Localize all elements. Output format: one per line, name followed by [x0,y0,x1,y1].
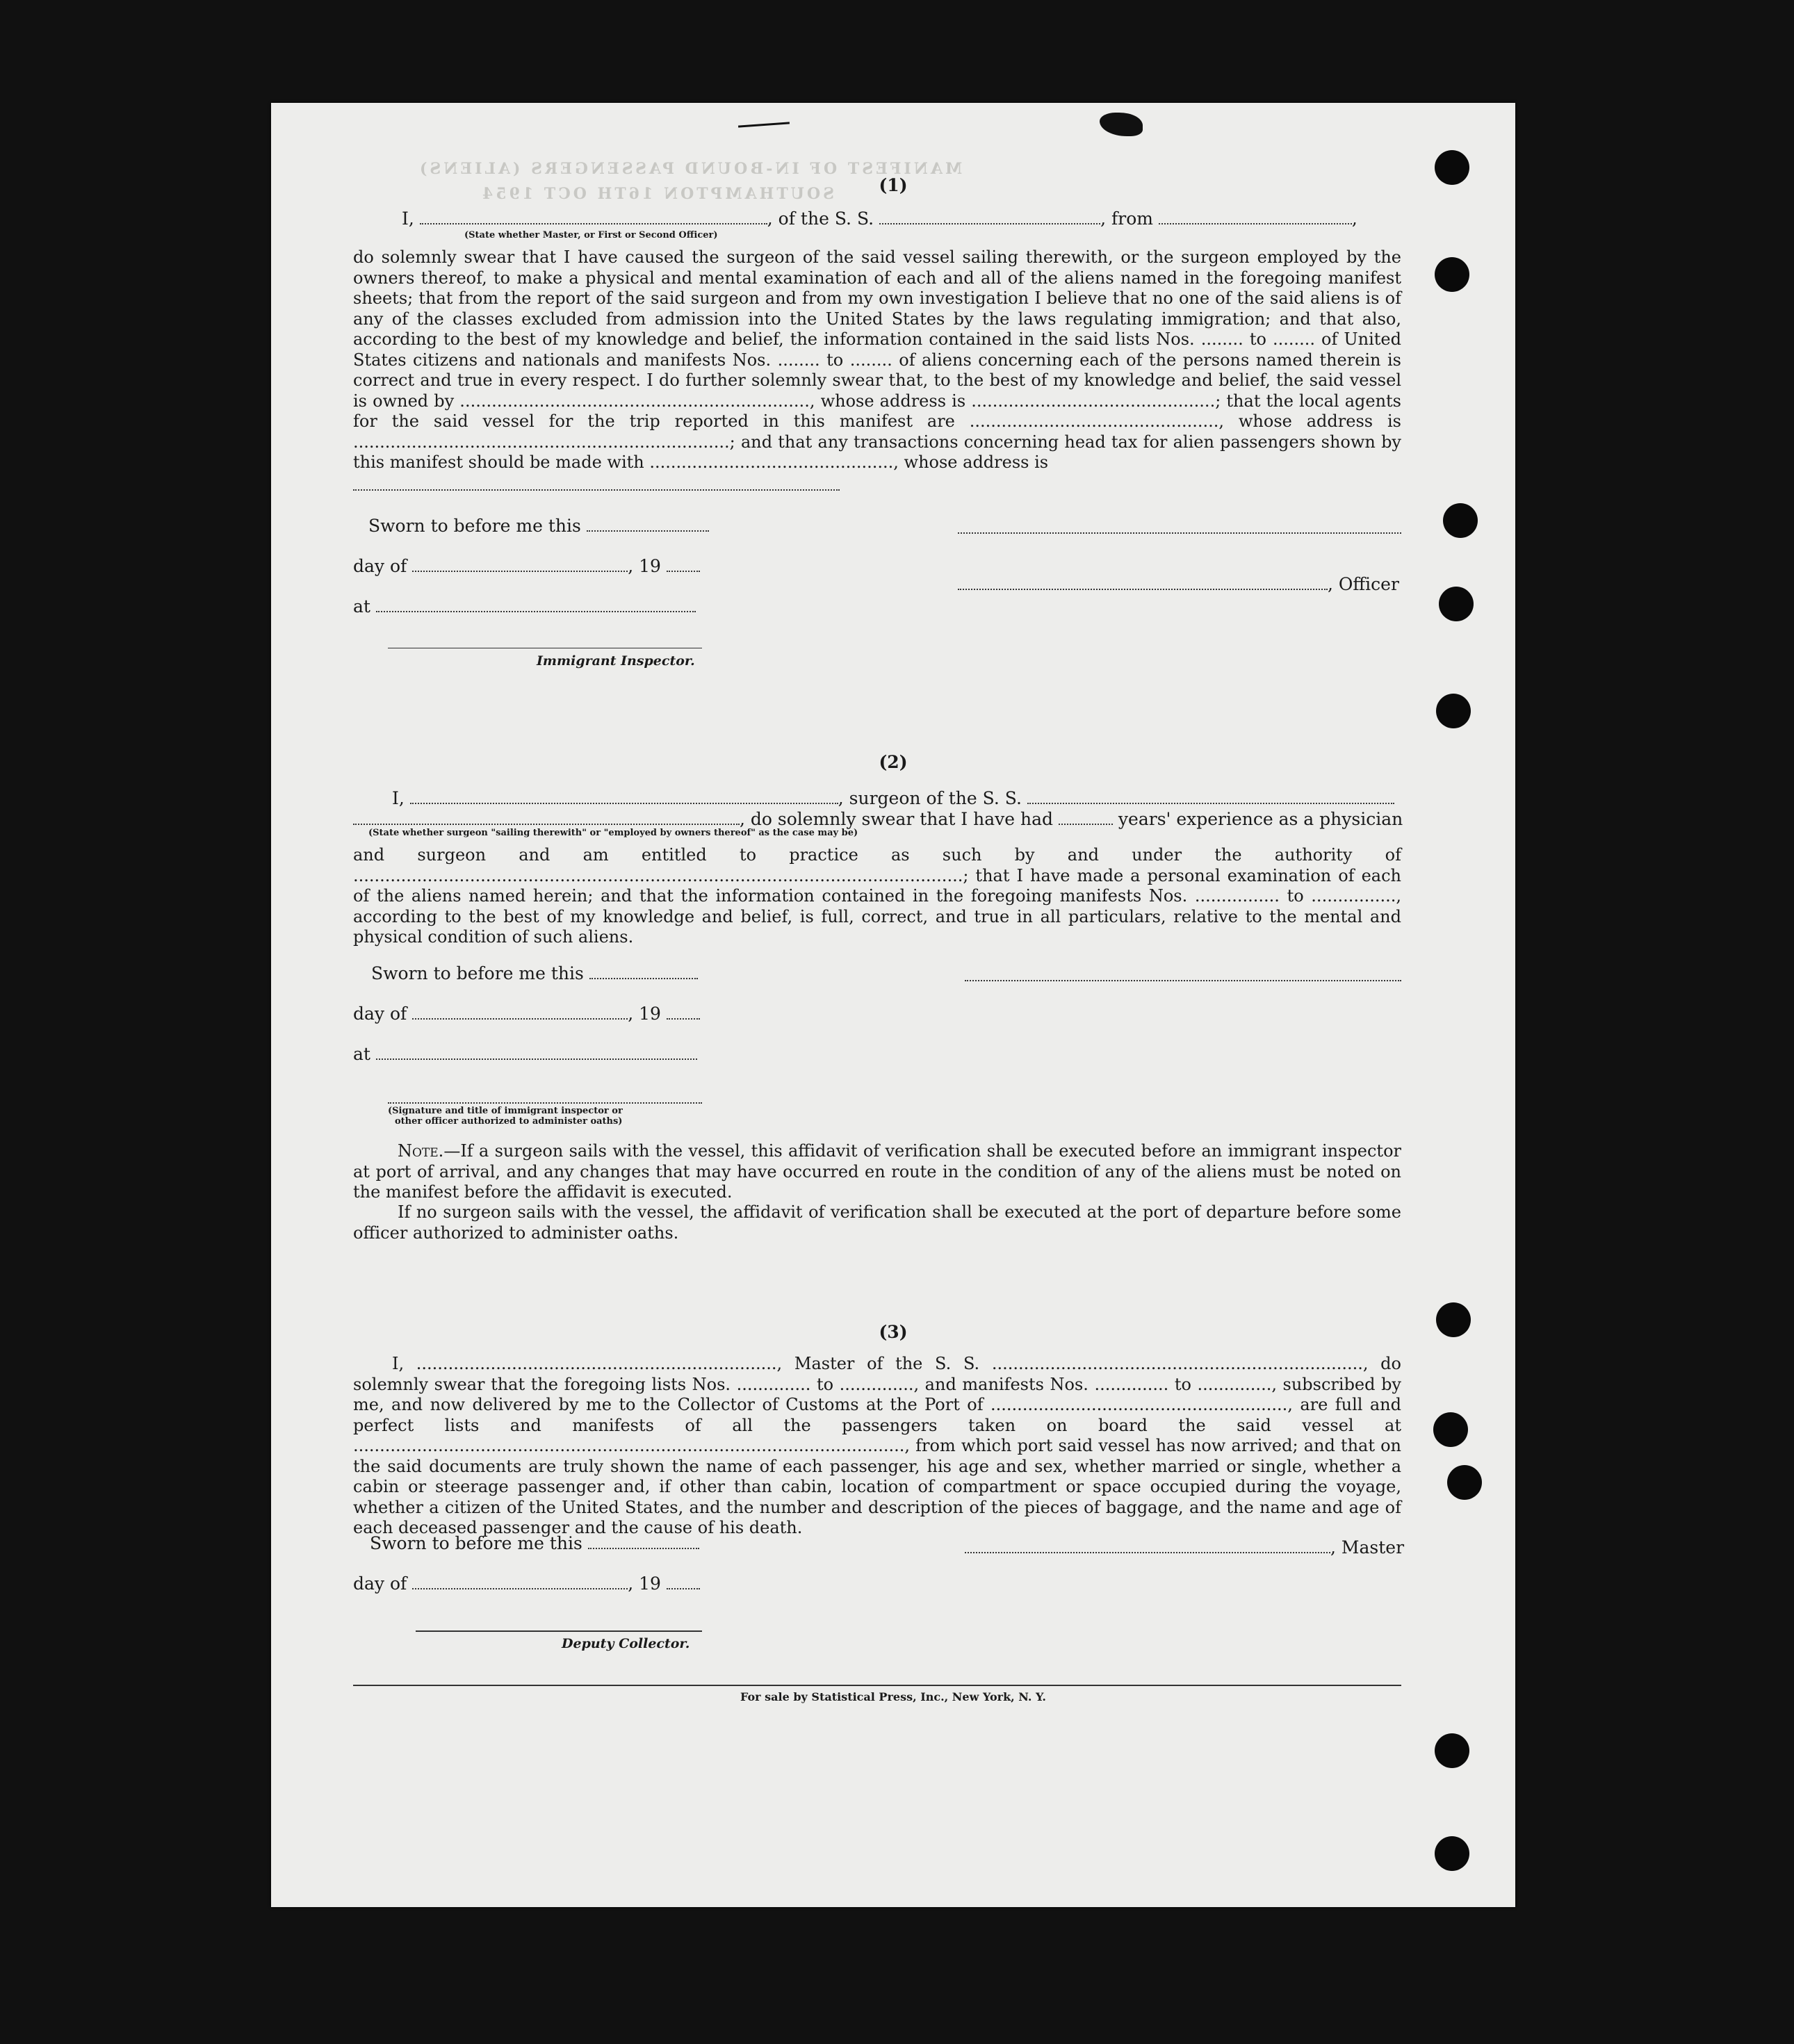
s1-day-label: day of [353,556,407,576]
s1-day-field [412,559,628,572]
footer-rule [353,1685,1401,1686]
s2-experience: years' experience as a physician [1118,809,1403,829]
s2-inspector-line [388,1102,702,1104]
s2-sworn-label: Sworn to before me this [371,963,584,983]
s2-signature-note-2: other officer authorized to administer oaths) [395,1116,623,1127]
s2-i: I, [392,788,405,808]
s3-day-field [412,1577,628,1589]
s3-sworn [370,1533,699,1553]
note-text-1: —If a surgeon sails with the vessel, this affidavit of verification shall be executed before an immigrant inspector at port of arrival, and any changes that may have occurred en route in the condition of any of the aliens must be noted on the manifest before the affidavit is executed. [353,1141,1401,1202]
s1-year-field [667,559,700,572]
s1-of-ss: , of the S. S. [767,209,874,229]
s1-comma: , [1351,209,1357,229]
s2-signature-note-1: (Signature and title of immigrant inspector or [388,1106,623,1116]
s1-officer-label: , Officer [1328,574,1399,594]
s2-year-field [667,1007,700,1020]
s3-collector-line [416,1630,702,1632]
s2-day-label: day of [353,1004,407,1024]
from-port-field [1159,212,1352,224]
punch-hole [1436,694,1471,728]
s2-sworn [371,963,698,983]
s2-body: and surgeon and am entitled to practice as such by and under the authority of ...................................................................................................................; that I have made a personal examination of each of the aliens named herein; and that the information contained in the foregoing manifests Nos. ................ to ................, according to the best of my knowledge and belief, is full, correct, and true in all particulars, relative to the mental and physical condition of such aliens. [353,845,1401,947]
printer-footer: For sale by Statistical Press, Inc., New York, N. Y. [740,1690,1046,1703]
s1-at-field [376,600,696,612]
s2-note-2: If no surgeon sails with the vessel, the affidavit of verification shall be executed at the port of departure before some officer authorized to administer oaths. [353,1202,1401,1243]
punch-hole [1433,1412,1468,1447]
punch-hole [1436,1302,1471,1337]
s1-i: I, [402,209,414,229]
section-2-number: (2) [879,752,908,772]
punch-hole [1435,1733,1469,1768]
s1-year-label: , 19 [628,556,661,576]
years-field [1059,812,1113,825]
s2-surgeon-ss: , surgeon of the S. S. [838,788,1022,808]
s1-sworn [368,516,709,536]
s1-rank-note: (State whether Master, or First or Second Officer) [464,230,718,240]
s1-inspector-caption: Immigrant Inspector. [537,653,695,669]
s1-signature-line-1 [958,532,1401,534]
s1-at [353,596,696,616]
s2-line1 [392,788,1394,808]
s1-day [353,556,700,576]
punch-hole [1443,503,1478,538]
bleed-through-text: SOUTHAMPTON 16TH OCT 1954 [480,185,835,203]
s3-day [353,1573,700,1594]
manifest-back-page [271,103,1515,1907]
section-3-number: (3) [879,1322,908,1342]
punch-hole [1435,1836,1469,1871]
s1-sworn-field [587,519,709,532]
s3-day-label: day of [353,1573,407,1594]
surgeon-name-field [410,792,838,804]
pen-mark [738,122,790,127]
s2-swear: , do solemnly swear that I have had [740,809,1054,829]
officer-rank-field [420,212,767,224]
s2-sworn-field [589,967,698,979]
s2-day [353,1004,700,1024]
note-label: Note. [398,1141,444,1161]
tear-mark [1100,113,1143,136]
s1-officer [958,574,1399,594]
s3-year-field [667,1577,700,1589]
s2-at-label: at [353,1044,370,1064]
s2-line2 [353,809,1403,829]
surgeon-status-field [353,812,740,825]
s3-master [965,1537,1404,1557]
s1-sworn-label: Sworn to before me this [368,516,581,536]
s2-at-field [376,1047,697,1060]
s1-body: do solemnly swear that I have caused the surgeon of the said vessel sailing therewith, or the surgeon employed by the owners thereof, to make a physical and mental examination of each and all of the aliens named in the foregoing manifest sheets; that from the report of the said surgeon and from my own investigation I believe that no one of the said aliens is of any of the classes excluded from admission into the United States by the laws regulating immigration; and that also, according to the best of my knowledge and belief, the information contained in the said lists Nos. ........ to ........ of United States citizens and nationals and manifests Nos. ........ to ........ of aliens concerning each of the persons named therein is correct and true in every respect. I do further solemnly swear that, to the best of my knowledge and belief, the said vessel is owned by .................................................................., whose address is ..............................................; that the local agents for the said vessel for the trip reported in this manifest are ..............................................., whose address is .......................................................................; and that any transactions concerning head tax for alien passengers shown by this manifest should be made with .............................................., whose address is [353,247,1401,472]
s1-officer-field [958,578,1328,590]
s3-sworn-label: Sworn to before me this [370,1533,582,1553]
s3-body: I, ...................................................................., Master of the S. S. ......................................................................, do solemnly swear that the foregoing lists Nos. .............. to .............., and manifests Nos. .............. to .............., subscribed by me, and now delivered by me to the Collector of Customs at the Port of ........................................................, are full and perfect lists and manifests of all the passengers taken on board the said vessel at ........................................................................................................, from which port said vessel has now arrived; and that on the said documents are truly shown the name of each passenger, his age and sex, whether married or single, whether a cabin or steerage passenger and, if other than cabin, location of compartment or space occupied during the voyage, whether a citizen of the United States, and the number and description of the pieces of baggage, and the name and age of each deceased passenger and the cause of his death. [353,1354,1401,1537]
s3-master-label: , Master [1330,1537,1405,1557]
s1-line1 [402,209,1357,229]
s1-from: , from [1100,209,1153,229]
s3-year-label: , 19 [628,1573,661,1594]
s2-vessel-field [1027,792,1394,804]
s1-address-line [353,489,840,491]
s3-master-field [965,1541,1330,1553]
s2-note-1 [353,1141,1401,1203]
bleed-through-text: MANIFEST OF IN-BOUND PASSENGERS (ALIENS) [417,160,963,178]
s2-at [353,1044,697,1064]
punch-hole [1435,257,1469,292]
vessel-name-field [879,212,1100,224]
s2-status-note: (State whether surgeon "sailing therewith" or "employed by owners thereof" as the case may be) [368,828,858,838]
section-1-number: (1) [879,175,908,195]
s2-day-field [412,1007,628,1020]
s3-sworn-field [588,1537,699,1549]
s2-signature-line [965,980,1401,981]
s2-year-label: , 19 [628,1004,661,1024]
s1-at-label: at [353,596,370,616]
s3-collector-caption: Deputy Collector. [562,1636,690,1651]
punch-hole [1447,1465,1482,1500]
punch-hole [1439,587,1474,621]
punch-hole [1435,150,1469,185]
